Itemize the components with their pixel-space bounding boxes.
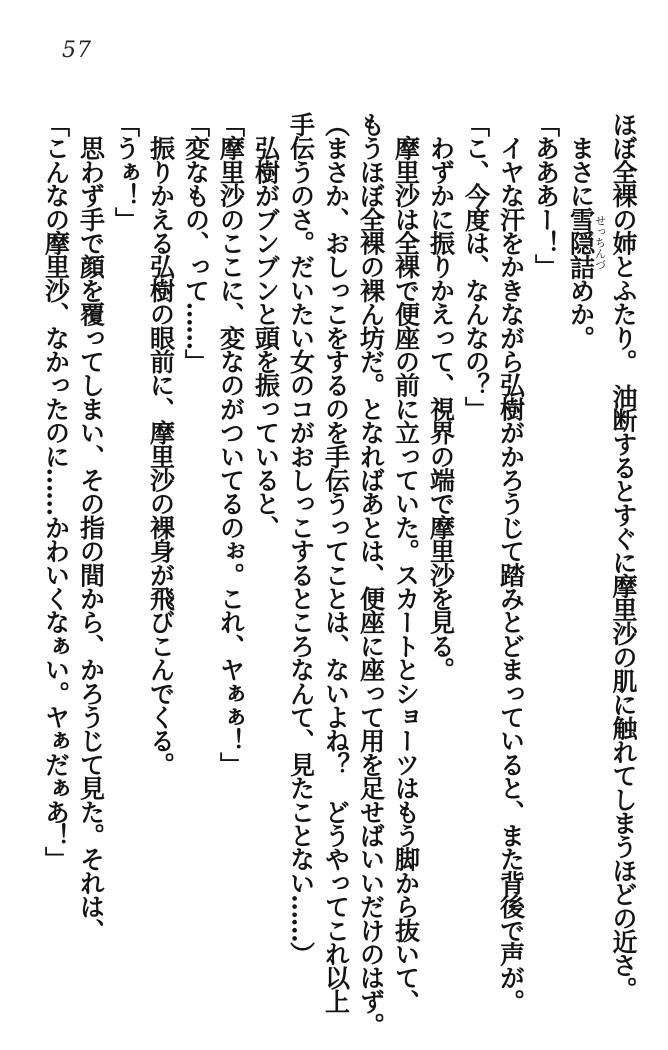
text-column: もうほぼ全裸の裸ん坊だ。となればあとは、便座に座って用を足せばいいだけのはず。	[356, 112, 386, 1037]
text-column: わずかに振りかえって、視界の端で摩里沙を見る。	[426, 112, 456, 681]
text-column: ほぼ全裸の姉とふたり。 油断するとすぐに摩里沙の肌に触れてしまうほどの近さ。	[609, 112, 638, 1001]
text-column: 思わず手で顔を覆ってしまい、その指の間から、かろうじて見た。それは、	[76, 112, 106, 942]
paragraph-2-narrative	[564, 112, 607, 1015]
novel-text	[39, 112, 642, 1037]
text-column: 「あああー！」	[531, 112, 561, 278]
text-column: 手伝うのさ。だいたい女のコがおしっこするところなんて、見たことない……）	[286, 112, 316, 966]
paragraph-11-dialogue	[179, 112, 214, 1015]
paragraph-6-narrative	[424, 112, 459, 1015]
paragraph-10-dialogue	[214, 112, 249, 1015]
text-column: まさに雪隠詰せっちんづめか。	[566, 112, 607, 350]
text-column: 振りかえる弘樹の眼前に、摩里沙の裸身が飛びこんでくる。	[146, 112, 176, 776]
paragraph-3-dialogue	[529, 112, 564, 1015]
paragraph-4-narrative	[494, 112, 529, 1015]
text-column: イヤな汗をかきながら弘樹がかろうじて踏みとどまっていると、また背後で声が。	[496, 112, 526, 1013]
paragraph-9-narrative	[249, 112, 284, 1015]
paragraph-1-narrative-continuation	[606, 112, 641, 1015]
text-column: 弘樹がブンブンと頭を振っていると、	[251, 112, 281, 539]
paragraph-15-dialogue	[39, 112, 74, 1015]
text-column: 「摩里沙のここに、変なのがついてるのぉ。これ、ヤぁぁ！」	[216, 112, 246, 776]
text-column: 「うぁ！」	[111, 112, 141, 231]
paragraph-14-narrative	[74, 112, 109, 1015]
text-column: 「変なもの、って……」	[181, 112, 211, 373]
text-column: （まさか、おしっこをするのを手伝うってことは、ないよね？ どうやってこれ以上	[321, 112, 351, 1013]
text-column: 「こ、今度は、なんなの？」	[461, 112, 491, 421]
text-column: 摩里沙は全裸で便座の前に立っていた。スカートとショーツはもう脚から抜いて、	[391, 112, 421, 1013]
paragraph-13-dialogue	[109, 112, 144, 1015]
paragraph-5-dialogue	[459, 112, 494, 1015]
paragraph-7-narrative	[354, 112, 424, 1037]
paragraph-12-narrative	[144, 112, 179, 1015]
text-column: 「こんなの摩里沙、なかったのに……かわいくなぁい。ヤぁだぁあ！」	[41, 112, 71, 871]
paragraph-8-thought	[284, 112, 354, 1015]
page-number: 57	[62, 38, 92, 63]
